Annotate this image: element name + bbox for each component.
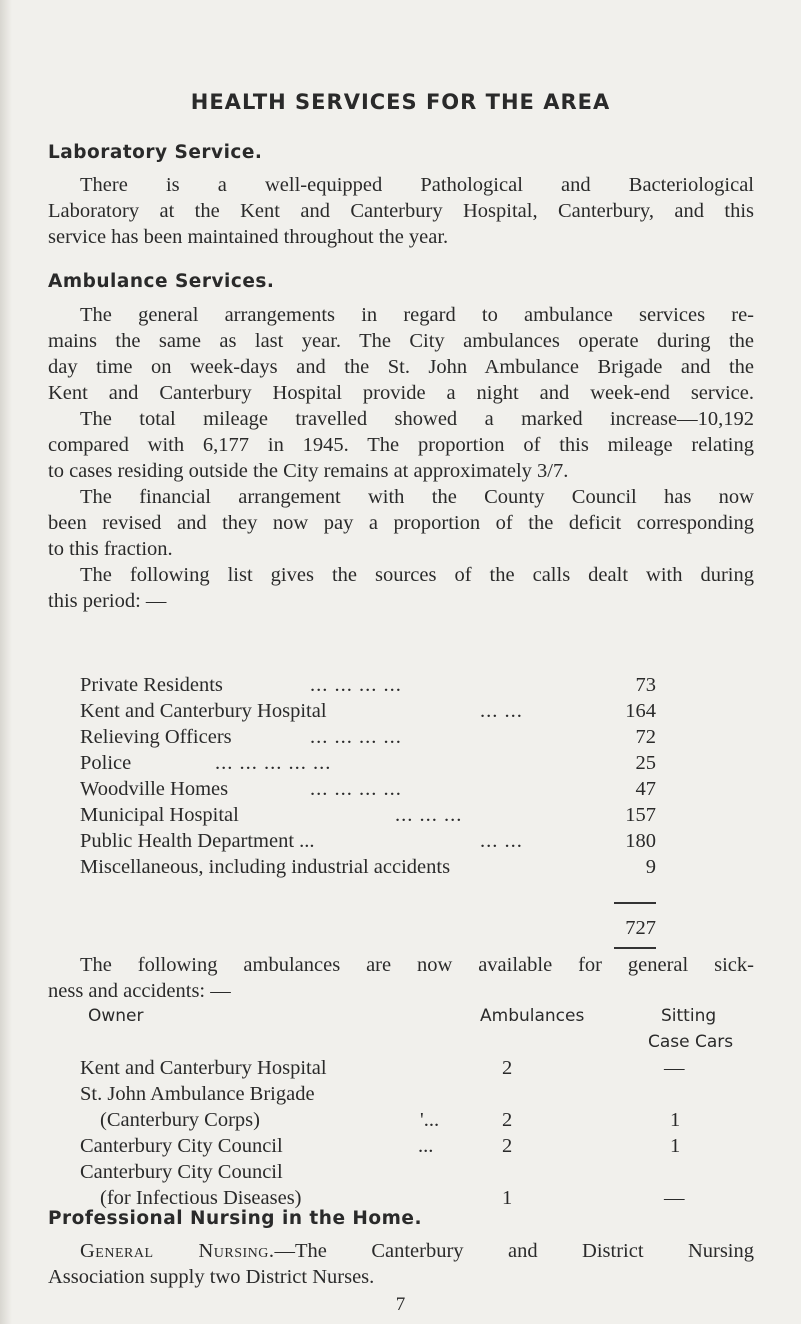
ambulance-count: 2 bbox=[502, 1109, 513, 1131]
source-label: Public Health Department ... bbox=[80, 830, 315, 852]
ambulance-paragraph-2 bbox=[48, 406, 754, 484]
nursing-heading: Professional Nursing in the Home. bbox=[48, 1208, 422, 1229]
list-item bbox=[80, 724, 656, 750]
sources-total: 727 bbox=[625, 917, 656, 939]
nursing-text: —The Canterbury and District Nursing bbox=[274, 1240, 754, 1262]
text-line: The financial arrangement with the County Council has now bbox=[80, 486, 754, 508]
text-line: Laboratory at the Kent and Canterbury Hospital, Canterbury, and this bbox=[48, 200, 754, 222]
list-item bbox=[80, 776, 656, 802]
owner-name: Canterbury City Council bbox=[80, 1161, 283, 1183]
source-label: Kent and Canterbury Hospital bbox=[80, 700, 327, 722]
ambulance-count: 2 bbox=[502, 1135, 513, 1157]
source-count: 157 bbox=[625, 804, 656, 826]
ambulance-count: 2 bbox=[502, 1057, 513, 1079]
source-label: Woodville Homes bbox=[80, 778, 229, 800]
text-line bbox=[48, 1238, 754, 1264]
list-item bbox=[80, 698, 656, 724]
sitting-case-count: — bbox=[664, 1187, 685, 1209]
sitting-case-count: 1 bbox=[670, 1135, 681, 1157]
text-line: this period: — bbox=[48, 590, 167, 612]
text-line: The total mileage travelled showed a marked increase—10,192 bbox=[80, 408, 754, 430]
page-title: HEALTH SERVICES FOR THE AREA bbox=[190, 90, 611, 114]
list-item bbox=[80, 802, 656, 828]
list-item bbox=[80, 854, 656, 880]
source-label: Private Residents bbox=[80, 674, 223, 696]
source-label: Police bbox=[80, 752, 132, 774]
text-line: been revised and they now pay a proportion of the deficit corresponding bbox=[48, 512, 754, 534]
source-count: 180 bbox=[625, 830, 656, 852]
text-line: The following list gives the sources of the calls dealt with during bbox=[80, 564, 754, 586]
text-line: to cases residing outside the City remains at approximately 3/7. bbox=[48, 460, 569, 482]
list-item bbox=[80, 672, 656, 698]
text-line: Association supply two District Nurses. bbox=[48, 1266, 375, 1288]
owner-name: St. John Ambulance Brigade bbox=[80, 1083, 315, 1105]
leader-dots: ... ... ... ... ... bbox=[215, 752, 332, 774]
text-line: The following ambulances are now available for general sick- bbox=[80, 954, 754, 976]
source-label: Municipal Hospital bbox=[80, 804, 239, 826]
leader-dots: ... ... bbox=[480, 830, 523, 852]
list-item bbox=[80, 828, 656, 854]
source-count: 9 bbox=[645, 856, 656, 878]
owner-subname: (for Infectious Diseases) bbox=[100, 1187, 302, 1209]
column-header-case-cars: Case Cars bbox=[648, 1032, 734, 1052]
nursing-paragraph bbox=[48, 1238, 754, 1290]
ambulance-count: 1 bbox=[502, 1187, 513, 1209]
text-line: service has been maintained throughout the year. bbox=[48, 226, 449, 248]
text-line: The general arrangements in regard to ambulance services re- bbox=[80, 304, 754, 326]
leader-dots: '... bbox=[420, 1109, 440, 1131]
source-count: 25 bbox=[635, 752, 656, 774]
sum-rule-top bbox=[614, 902, 656, 904]
ambulance-paragraph-1 bbox=[48, 302, 754, 406]
ambulance-heading: Ambulance Services. bbox=[48, 271, 275, 292]
leader-dots: ... ... ... ... bbox=[310, 674, 402, 696]
sitting-case-count: 1 bbox=[670, 1109, 681, 1131]
text-line: Kent and Canterbury Hospital provide a night and week-end service. bbox=[48, 382, 754, 404]
ambulance-paragraph-3 bbox=[48, 484, 754, 562]
owner-name: Kent and Canterbury Hospital bbox=[80, 1057, 327, 1079]
sum-rule-bottom bbox=[614, 947, 656, 949]
source-label: Relieving Officers bbox=[80, 726, 232, 748]
ambulance-paragraph-4 bbox=[48, 562, 754, 614]
source-count: 47 bbox=[635, 778, 656, 800]
text-line: ness and accidents: — bbox=[48, 980, 231, 1002]
laboratory-paragraph bbox=[48, 172, 754, 250]
column-header-ambulances: Ambulances bbox=[480, 1006, 585, 1026]
leader-dots: ... ... ... bbox=[395, 804, 463, 826]
page-edge-shadow bbox=[0, 0, 12, 1324]
leader-dots: ... ... ... ... bbox=[310, 726, 402, 748]
leader-dots: ... bbox=[418, 1135, 434, 1157]
source-count: 72 bbox=[635, 726, 656, 748]
fleet-intro bbox=[48, 952, 754, 1004]
text-line: to this fraction. bbox=[48, 538, 173, 560]
text-line: compared with 6,177 in 1945. The proportion of this mileage relating bbox=[48, 434, 754, 456]
text-line: There is a well-equipped Pathological and Bacteriological bbox=[80, 174, 754, 196]
source-count: 73 bbox=[635, 674, 656, 696]
text-line: day time on week-days and the St. John Ambulance Brigade and the bbox=[48, 356, 754, 378]
sitting-case-count: — bbox=[664, 1057, 685, 1079]
page-number: 7 bbox=[395, 1294, 406, 1315]
laboratory-heading: Laboratory Service. bbox=[48, 142, 263, 163]
text-line: mains the same as last year. The City ambulances operate during the bbox=[48, 330, 754, 352]
column-header-sitting: Sitting bbox=[661, 1006, 717, 1026]
source-label: Miscellaneous, including industrial accidents bbox=[80, 856, 451, 878]
column-header-owner: Owner bbox=[88, 1006, 144, 1026]
call-sources-list bbox=[80, 672, 656, 880]
list-item bbox=[80, 750, 656, 776]
leader-dots: ... ... bbox=[480, 700, 523, 722]
owner-name: Canterbury City Council bbox=[80, 1135, 283, 1157]
leader-dots: ... ... ... ... bbox=[310, 778, 402, 800]
general-nursing-lead: General Nursing. bbox=[80, 1240, 275, 1262]
source-count: 164 bbox=[625, 700, 656, 722]
owner-subname: (Canterbury Corps) bbox=[100, 1109, 260, 1131]
